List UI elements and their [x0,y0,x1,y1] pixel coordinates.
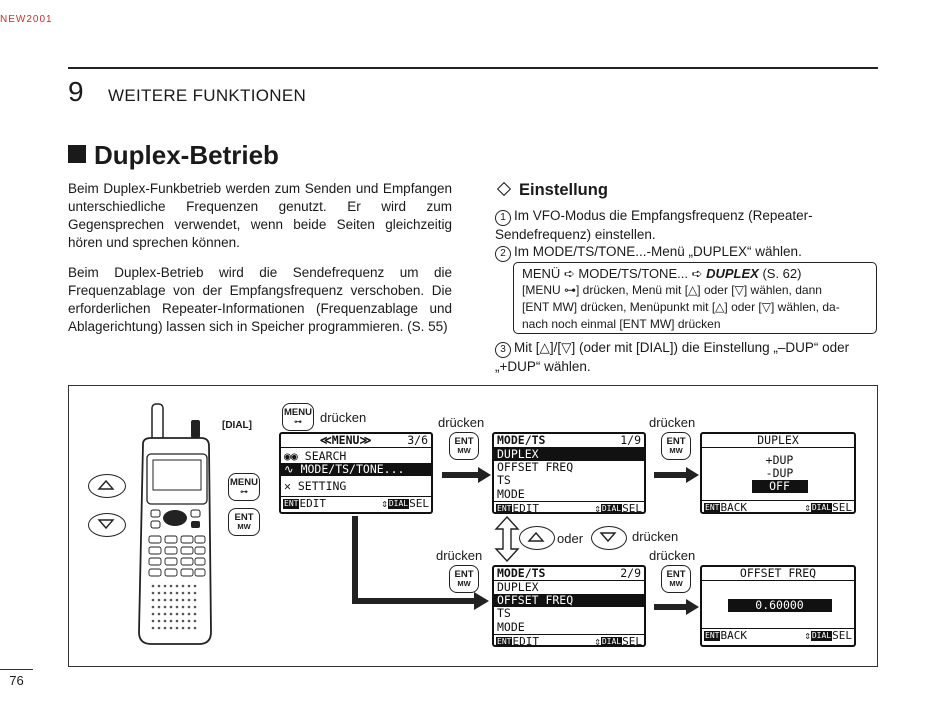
screen-header: DUPLEX [702,434,854,448]
screen-mode-ts-1 [492,432,646,514]
step-text: Im VFO-Modus die Empfangsfrequenz (Repeater-Sendefrequenz) einstellen. [495,208,813,242]
dial-label: [DIAL] [222,420,252,431]
screen-footer: ENTEDIT ⇕DIALSEL [494,634,644,647]
subsection-title [495,181,608,200]
step-3 [495,339,880,376]
ent-key-side[interactable]: ENT MW [228,508,260,536]
arrow-right-icon [654,465,700,485]
tools-icon: ✕ [284,479,291,494]
chapter-number: 9 [68,76,84,107]
step-number: 2 [495,246,511,262]
menu-path-line-1: MENÜ ➪ MODE/TS/TONE... ➪ DUPLEX (S. 62) [522,266,802,281]
screen-header: MODE/TS 1/9 [494,434,644,448]
press-label: drücken [649,548,696,563]
menu-path-line-4: nach noch einmal [ENT MW] drücken [522,317,721,331]
menu-item-search[interactable]: ◉◉ SEARCH [284,449,347,463]
step-text: Im MODE/TS/TONE...-Menü „DUPLEX“ wählen. [514,244,802,259]
screen-mode-ts-2 [492,565,646,647]
subsection-title-text: Einstellung [519,181,608,199]
header-rule [68,67,878,69]
radio-icon [125,400,225,650]
diamond-icon [497,182,511,196]
down-key[interactable] [591,526,627,550]
section-title-text: Duplex-Betrieb [94,140,279,170]
wave-icon: ∿ [284,462,294,477]
up-key[interactable] [88,474,126,498]
mode-item-offset-freq[interactable]: OFFSET FREQ [497,460,574,475]
press-label: drücken [438,415,485,430]
mode-item-mode[interactable]: MODE [497,619,525,634]
triangle-up-icon [89,475,123,495]
screen-footer: ENTEDIT ⇕DIALSEL [494,501,644,514]
menu-path-line-3: [ENT MW] drücken, Menüpunkt mit [△] oder [▽] wählen, da- [522,300,840,314]
menu-path-box [513,262,877,334]
screen-footer: ENTBACK ⇕DIALSEL [702,500,854,514]
square-bullet-icon [68,145,86,163]
press-label: drücken [649,415,696,430]
screen-header: MODE/TS 2/9 [494,567,644,581]
arrow-right-icon [654,597,700,617]
triangle-down-icon [592,527,624,547]
double-arrow-icon [494,516,520,562]
section-title [68,140,279,171]
paragraph-2: Beim Duplex-Betrieb wird die Sendefrequenz um die Frequenzablage von der Empfangsfrequenz verschoben. Die erforderlichen Repeater-Informationen (Frequenzablage und Ablagerichtung) lassen sich in Speicher programmieren. (S. 55) [68,265,452,334]
ent-key[interactable]: ENT MW [449,565,479,593]
press-label: drücken [632,529,679,544]
offset-value[interactable]: 0.60000 [702,599,854,612]
mode-item-ts[interactable]: TS [497,473,511,488]
screen-footer: ENTEDIT ⇕DIALSEL [281,496,431,510]
menu-path-line-2: [MENU ⊶] drücken, Menü mit [△] oder [▽] wählen, dann [522,283,822,297]
binoculars-icon: ◉◉ [284,449,298,463]
triangle-down-icon [89,514,123,534]
up-key[interactable] [519,526,555,550]
screen-header: ≪MENU≫ 3/6 [281,434,431,448]
duplex-option-off[interactable]: OFF [702,480,854,493]
screen-menu [279,432,433,514]
paragraph-1: Beim Duplex-Funkbetrieb werden zum Senden und Empfangen unterschiedliche Frequenzen genutzt. Er wird zum Gegensprechen verwendet, wenn beide Seiten gleichzeitig hören und sprechen können. [68,181,452,250]
step-1 [495,207,880,244]
mode-item-duplex[interactable]: DUPLEX [497,580,539,594]
menu-item-mode-ts-tone[interactable]: ∿ MODE/TS/TONE... [281,463,431,476]
page-number: 76 [0,669,33,688]
mode-item-duplex[interactable]: DUPLEX [494,448,644,461]
screen-footer: ENTBACK ⇕DIALSEL [702,628,854,642]
screen-offset-freq [700,565,856,647]
step-number: 1 [495,210,511,226]
down-key[interactable] [88,513,126,537]
step-number: 3 [495,342,511,358]
duplex-option-plus[interactable]: +DUP [765,453,794,467]
top-mark: NEW2001 [0,14,53,25]
chapter-title: WEITERE FUNKTIONEN [108,86,307,105]
duplex-option-minus[interactable]: -DUP [765,466,794,481]
menu-key[interactable]: MENU ⊶ [282,403,314,431]
arrow-right-icon [442,465,492,485]
ent-key[interactable]: ENT MW [661,565,691,593]
ent-key[interactable]: ENT MW [661,432,691,460]
triangle-up-icon [520,527,552,547]
screen-header: OFFSET FREQ [702,567,854,581]
press-label: drücken [436,548,483,563]
step-text: Mit [△]/[▽] (oder mit [DIAL]) die Einstellung „–DUP“ oder „+DUP“ wählen. [495,340,850,374]
step-2 [495,243,880,262]
screen-duplex [700,432,856,514]
or-label: oder [557,531,584,546]
mode-item-ts[interactable]: TS [497,606,511,621]
press-label: drücken [320,410,367,425]
ent-key[interactable]: ENT MW [449,432,479,460]
menu-key-side[interactable]: MENU ⊶ [228,473,260,501]
menu-item-setting[interactable]: ✕ SETTING [284,479,347,494]
mode-item-mode[interactable]: MODE [497,486,525,501]
mode-item-offset-freq[interactable]: OFFSET FREQ [494,594,644,607]
